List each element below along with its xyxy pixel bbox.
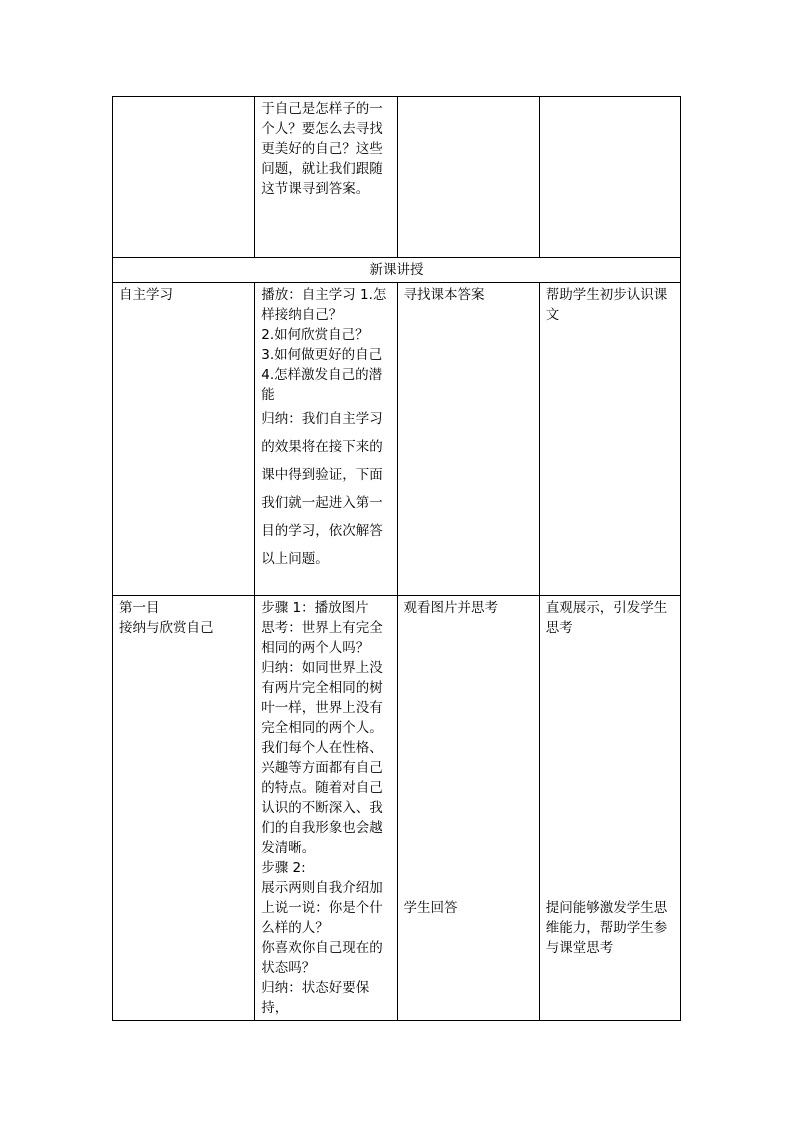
play-block — [261, 285, 390, 405]
summary-block — [261, 405, 390, 573]
text-line: 你喜欢你自己现在的 — [261, 940, 383, 956]
text-line: 接纳与欣赏自己 — [119, 620, 214, 636]
text-line: 课中得到验证，下面 — [261, 467, 383, 483]
cell-intro-activity — [113, 97, 255, 258]
text-line: 文 — [545, 307, 560, 323]
text-line: 帮助学生初步认识课 — [545, 287, 668, 303]
text-line: 问题，就让我们跟随 — [261, 161, 383, 177]
text-line: 4.怎样激发自己的潜 — [261, 367, 383, 383]
text-line: 与课堂思考 — [545, 940, 614, 956]
text-line: 思考 — [545, 620, 573, 636]
text-line: 更美好的自己？这些 — [261, 141, 383, 157]
text-line: 个人？要怎么去寻找 — [261, 121, 383, 137]
text-line: 么样的人？ — [261, 920, 329, 936]
cell-spacer — [546, 638, 674, 898]
text-line: 归纳：如同世界上没 — [261, 660, 383, 676]
cell-part-one-activity — [113, 596, 255, 1021]
text-line: 以上问题。 — [261, 551, 329, 567]
text-line: 认识的不断深入、我 — [261, 800, 383, 816]
text-line: 学生回答 — [403, 900, 458, 916]
table-row — [113, 596, 681, 1021]
cell-intro-student — [397, 97, 539, 258]
cell-intro-purpose — [539, 97, 680, 258]
cell-intro-content — [255, 97, 397, 258]
text-line: 们的自我形象也会越 — [261, 820, 383, 836]
table-row — [113, 97, 681, 258]
text-line: 能 — [261, 387, 275, 403]
text-line: 2.如何欣赏自己？ — [261, 327, 369, 343]
text-line: 我们就一起进入第一 — [261, 495, 383, 511]
cell-part-one-content — [255, 596, 397, 1021]
text-line: 展示两则自我介绍加 — [261, 880, 383, 896]
section-header: 新课讲授 — [113, 258, 681, 283]
text-line: 归纳：我们自主学习 — [261, 411, 383, 427]
text-line: 于自己是怎样子的一 — [261, 101, 383, 117]
text-line: 这节课寻到答案。 — [261, 181, 370, 197]
text-line: 相同的两个人吗？ — [261, 640, 370, 656]
cell-self-study-purpose — [539, 283, 680, 596]
text-line: 第一目 — [119, 600, 160, 616]
cell-spacer — [404, 618, 533, 898]
cell-part-one-student — [397, 596, 539, 1021]
text-line: 目的学习，依次解答 — [261, 523, 383, 539]
text-line: 完全相同的两个人。 — [261, 720, 383, 736]
text-line: 维能力，帮助学生参 — [545, 920, 668, 936]
text-line: 提问能够激发学生思 — [545, 900, 668, 916]
text-line: 发清晰。 — [261, 840, 316, 856]
table-row — [113, 283, 681, 596]
text-line: 直观展示，引发学生 — [545, 600, 668, 616]
text-line: 播放：自主学习 1.怎 — [261, 287, 387, 303]
cell-self-study-content — [255, 283, 397, 596]
text-line: 步骤 1：播放图片 — [261, 600, 369, 616]
text-line: 样接纳自己？ — [261, 307, 343, 323]
text-line: 有两片完全相同的树 — [261, 680, 383, 696]
text-line: 上说一说：你是个什 — [261, 900, 383, 916]
section-header-row — [113, 258, 681, 283]
lesson-plan-table — [112, 96, 681, 1021]
text-line: 观看图片并思考 — [403, 600, 498, 616]
text-line: 归纳：状态好要保持， — [261, 980, 370, 1016]
text-line: 我们每个人在性格、 — [261, 740, 383, 756]
text-line: 的效果将在接下来的 — [261, 439, 383, 455]
text-line: 3.如何做更好的自己 — [261, 347, 383, 363]
text-line: 的特点。随着对自己 — [261, 780, 383, 796]
text-line: 步骤 2: — [261, 860, 306, 876]
cell-self-study-activity: 自主学习 — [113, 283, 255, 596]
text-line: 状态吗？ — [261, 960, 316, 976]
cell-self-study-student: 寻找课本答案 — [397, 283, 539, 596]
cell-part-one-purpose — [539, 596, 680, 1021]
text-line: 兴趣等方面都有自己 — [261, 760, 383, 776]
text-line: 思考：世界上有完全 — [261, 620, 383, 636]
text-line: 叶一样，世界上没有 — [261, 700, 383, 716]
